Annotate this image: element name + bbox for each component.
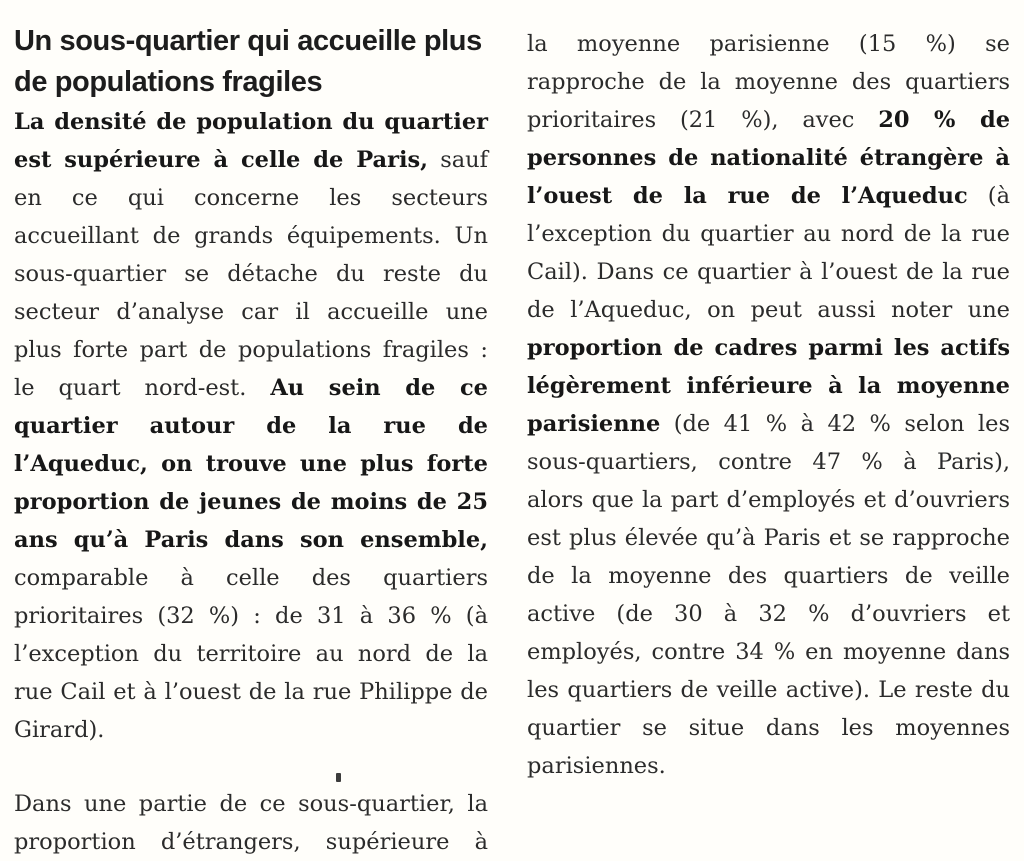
section-heading: Un sous-quartier qui accueille plus de populations fragiles (14, 25, 482, 98)
text-segment: Dans une partie de ce sous-quartier, la proportion d’étrangers, supérieure à (14, 791, 488, 855)
text-segment: (à l’exception du quartier au nord de la rue Cail). Dans ce quartier à l’ouest de la rue de l’Aqueduc, on peut aussi noter une (527, 183, 1010, 323)
paragraph (14, 785, 488, 861)
bold-text-segment: Au sein de ce quartier autour de la rue de l’Aqueduc, on trouve une plus forte proportion de jeunes de moins de 25 ans qu’à Paris dans son ensemble, (14, 375, 488, 553)
paragraph (14, 103, 488, 749)
column-left-paragraphs (14, 103, 488, 861)
column-left (14, 0, 488, 861)
column-right-paragraphs (527, 25, 1010, 785)
cut-off-text-fragment (336, 773, 341, 782)
text-segment: comparable à celle des quartiers prioritaires (32 %) : de 31 à 36 % (à l’exception du territoire au nord de la rue Cail et à l’ouest de la rue Philippe de Girard). (14, 565, 488, 743)
bold-text-segment: proportion de cadres parmi les actifs légèrement inférieure à la moyenne parisienne (527, 335, 1010, 437)
text-segment: (de 41 % à 42 % selon les sous-quartiers, contre 47 % à Paris), alors que la part d’employés et d’ouvriers est plus élevée qu’à Paris et se rapproche de la moyenne des quartiers de veille active (de 30 à 32 % d’ouvriers et employés, contre 34 % en moyenne dans les quartiers de veille active). Le reste du quartier se situe dans les moyennes parisiennes. (527, 411, 1010, 779)
text-segment: sauf en ce qui concerne les secteurs accueillant de grands équipements. Un sous-quartier se détache du reste du secteur d’analyse car il accueille une plus forte part de populations fragiles : le quart nord-est. (14, 147, 488, 401)
bold-text-segment: 20 % de personnes de nationalité étrangère à l’ouest de la rue de l’Aqueduc (527, 107, 1011, 209)
column-right (527, 0, 1010, 785)
text-segment: la moyenne parisienne (15 %) se rapproche de la moyenne des quartiers prioritaires (21 %), avec (527, 31, 1010, 133)
bold-text-segment: La densité de population du quartier est supérieure à celle de Paris, (14, 109, 488, 173)
paragraph (527, 25, 1010, 785)
